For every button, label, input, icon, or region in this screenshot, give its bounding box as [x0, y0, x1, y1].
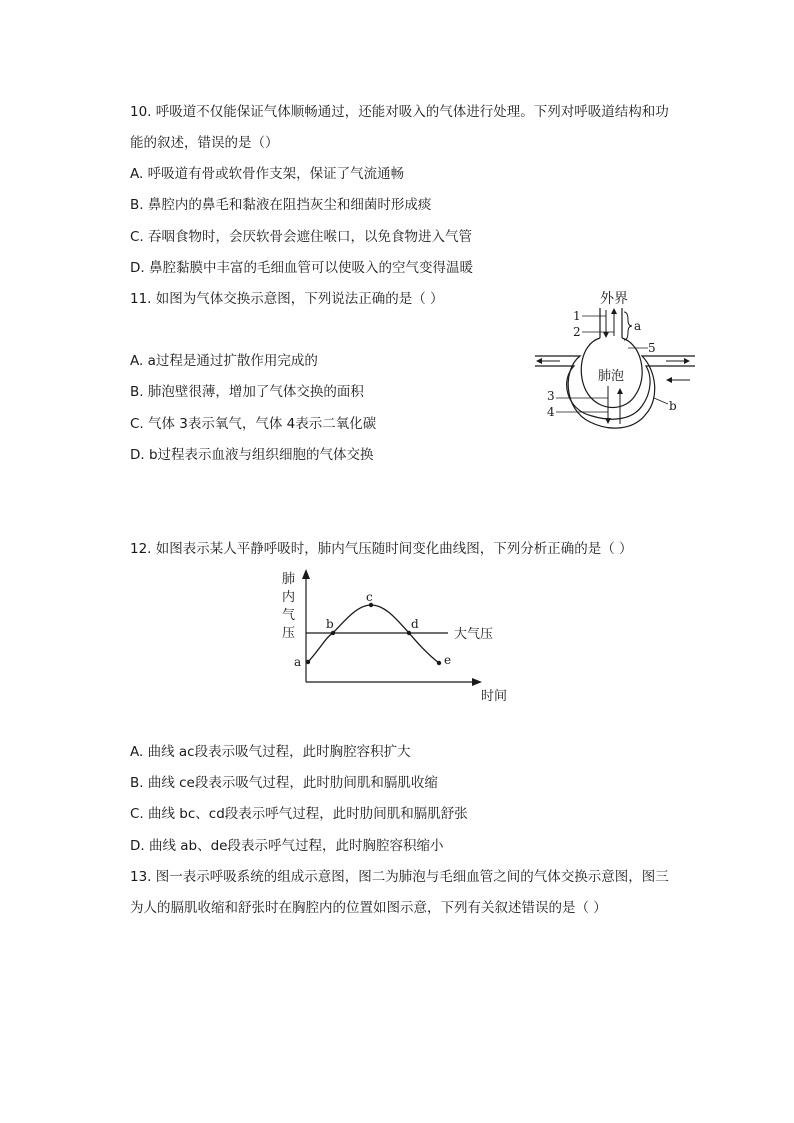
alveolus-label: 肺泡: [598, 369, 625, 384]
q12-option-c: C. 曲线 bc、cd段表示呼气过程，此时肋间肌和膈肌舒张: [130, 806, 468, 822]
point-b-label: b: [326, 617, 334, 631]
pressure-curve: [308, 605, 439, 663]
ylabel-char-3: 气: [282, 608, 296, 623]
q12-option-a: A. 曲线 ac段表示吸气过程，此时胸腔容积扩大: [130, 744, 411, 760]
atmospheric-label: 大气压: [454, 627, 494, 642]
point-a-label: a: [294, 655, 302, 669]
point-b: [331, 631, 335, 635]
point-e-label: e: [444, 653, 452, 667]
label-a: a: [634, 319, 642, 333]
point-c-label: c: [366, 590, 373, 604]
point-a: [306, 660, 310, 664]
q10-stem-line1: 10. 呼吸道不仅能保证气体顺畅通过，还能对吸入的气体进行处理。下列对呼吸道结构和功: [130, 104, 669, 120]
point-d: [407, 631, 411, 635]
ylabel-char-1: 肺: [282, 572, 296, 587]
q12-pressure-curve-figure: [276, 565, 526, 710]
q11-option-d: D. b过程表示血液与组织细胞的气体交换: [130, 447, 374, 463]
ylabel-char-2: 内: [282, 590, 296, 605]
q10-option-c: C. 吞咽食物时，会厌软骨会遮住喉口，以免食物进入气管: [130, 229, 473, 245]
q10-option-b: B. 鼻腔内的鼻毛和黏液在阻挡灰尘和细菌时形成痰: [130, 197, 432, 213]
q11-option-b: B. 肺泡壁很薄，增加了气体交换的面积: [130, 384, 364, 400]
q12-stem: 12. 如图表示某人平静呼吸时，肺内气压随时间变化曲线图，下列分析正确的是（ ）: [130, 541, 633, 557]
q11-option-c: C. 气体 3表示氧气，气体 4表示二氧化碳: [130, 416, 377, 432]
q10-option-d: D. 鼻腔黏膜中丰富的毛细血管可以使吸入的空气变得温暖: [130, 260, 473, 276]
label-3: 3: [547, 389, 555, 403]
label-2: 2: [573, 325, 581, 339]
q11-option-a: A. a过程是通过扩散作用完成的: [130, 353, 318, 369]
label-b: b: [669, 399, 677, 413]
q11-gas-exchange-figure: [530, 286, 700, 436]
label-4: 4: [547, 405, 555, 419]
q13-stem-line1: 13. 图一表示呼吸系统的组成示意图，图二为肺泡与毛细血管之间的气体交换示意图，图三: [130, 869, 669, 885]
q12-option-d: D. 曲线 ab、de段表示呼气过程，此时胸腔容积缩小: [130, 838, 444, 854]
q12-option-b: B. 曲线 ce段表示吸气过程，此时肋间肌和膈肌收缩: [130, 775, 438, 791]
q11-stem: 11. 如图为气体交换示意图，下列说法正确的是（ ）: [130, 291, 444, 307]
label-5: 5: [648, 341, 656, 355]
xlabel: 时间: [481, 689, 508, 704]
label-1: 1: [573, 309, 581, 323]
point-e: [437, 661, 441, 665]
ylabel-char-4: 压: [282, 626, 296, 641]
q10-stem-line2: 能的叙述，错误的是（）: [130, 135, 279, 151]
outside-label: 外界: [600, 291, 628, 307]
q10-option-a: A. 呼吸道有骨或软骨作支架，保证了气流通畅: [130, 166, 405, 182]
q13-stem-line2: 为人的膈肌收缩和舒张时在胸腔内的位置如图示意，下列有关叙述错误的是（ ）: [130, 900, 607, 916]
point-d-label: d: [411, 617, 419, 631]
